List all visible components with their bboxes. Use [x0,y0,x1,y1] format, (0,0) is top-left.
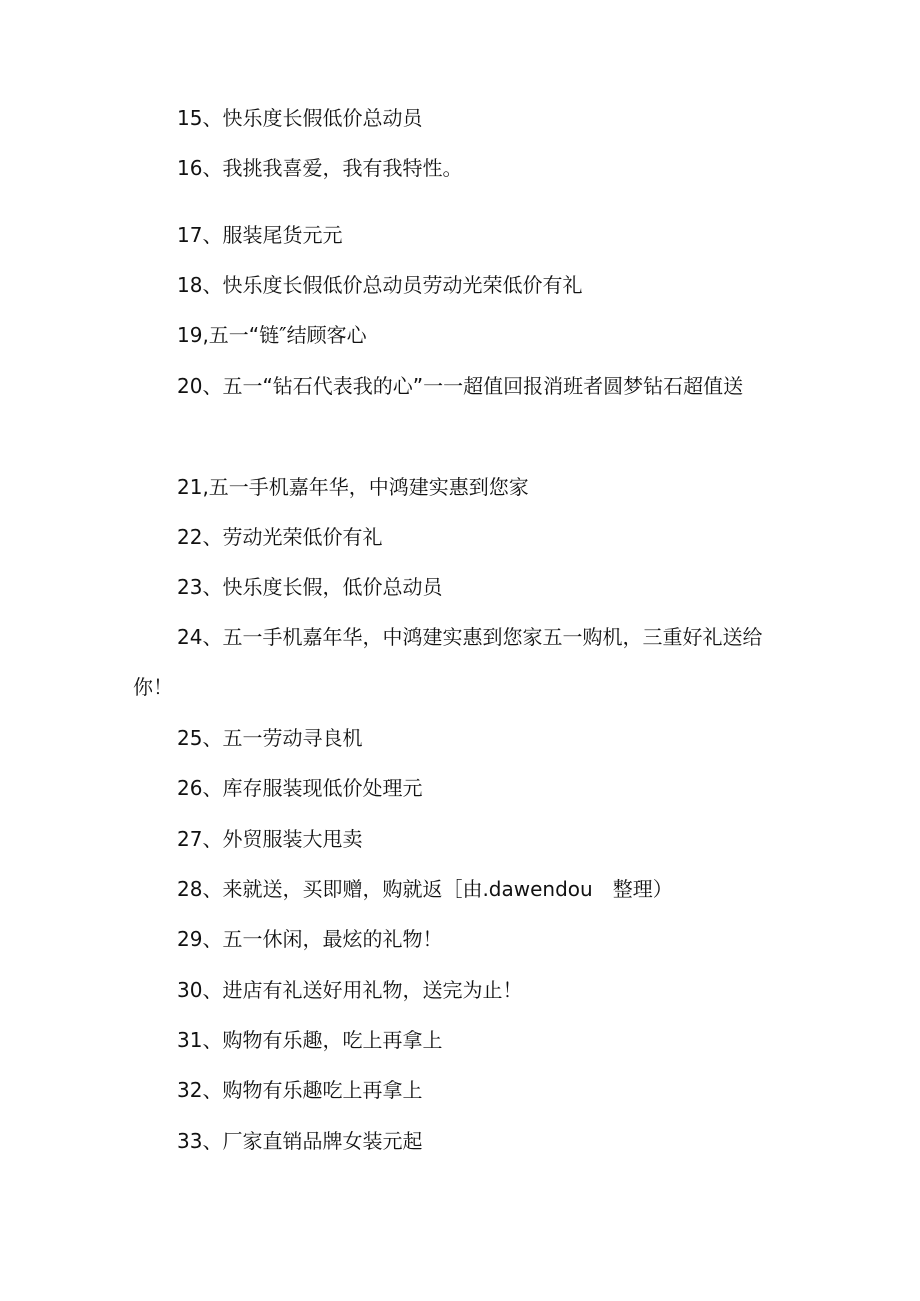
list-item: 21,五一手机嘉年华，中鸿建实惠到您家 [177,475,529,499]
list-item: 27、外贸服装大甩卖 [177,827,363,851]
list-item: 30、进店有礼送好用礼物，送完为止！ [177,978,523,1002]
list-item: 22、劳动光荣低价有礼 [177,525,383,549]
list-item: 23、快乐度长假，低价总动员 [177,575,443,599]
list-item: 19,五一“链″结顾客心 [177,323,367,347]
list-item: 25、五一劳动寻良机 [177,726,363,750]
list-item: 20、五一“钻石代表我的心”一一超值回报消班者圆梦钻石超值送 [177,374,744,398]
list-item: 15、快乐度长假低价总动员 [177,106,423,130]
list-item: 26、库存服装现低价处理元 [177,776,423,800]
list-item: 17、服装尾货元元 [177,223,343,247]
list-item: 32、购物有乐趣吃上再拿上 [177,1078,423,1102]
list-item: 24、五一手机嘉年华，中鸿建实惠到您家五一购机，三重好礼送给你！ [133,625,763,699]
list-item: 31、购物有乐趣，吃上再拿上 [177,1028,443,1052]
list-item: 28、来就送，买即赠，购就返［由.dawendou 整理） [177,877,673,901]
list-item: 33、厂家直销品牌女装元起 [177,1129,423,1153]
list-item: 29、五一休闲，最炫的礼物！ [177,927,443,951]
list-item: 16、我挑我喜爱，我有我特性。 [177,156,463,180]
list-item: 18、快乐度长假低价总动员劳动光荣低价有礼 [177,273,583,297]
